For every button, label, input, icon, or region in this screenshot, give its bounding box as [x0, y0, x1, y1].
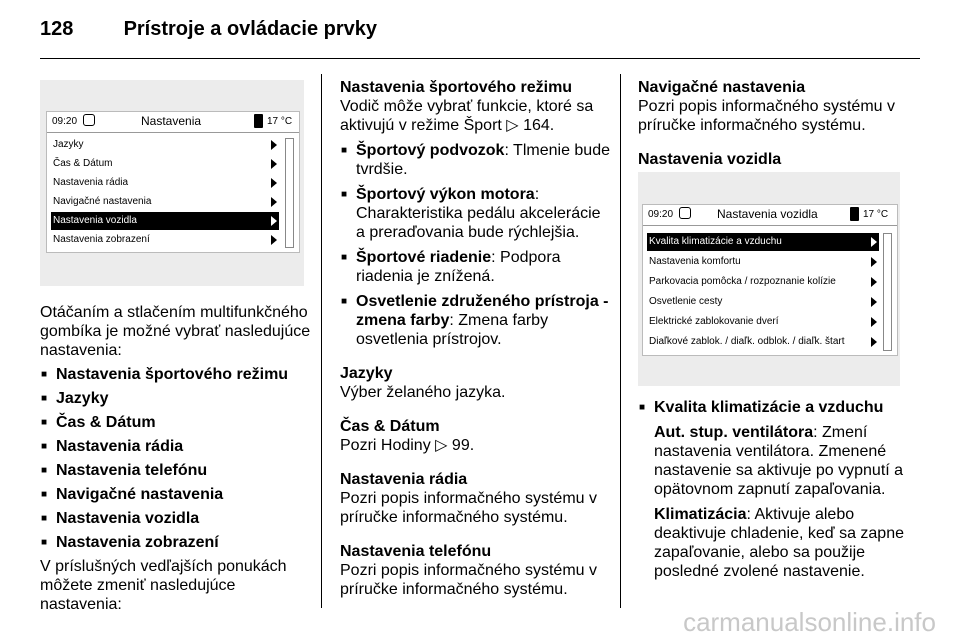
screen-title: Nastavenia vozidla [717, 207, 818, 221]
column-divider [321, 74, 322, 608]
section-heading: Jazyky [340, 365, 393, 382]
chevron-right-icon [871, 337, 877, 347]
display-screen [642, 204, 898, 356]
list-item: ■ Kvalita klimatizácie a vzduchu [638, 398, 913, 417]
section-text: Pozri popis informačného systému v príručke informačného systému. [340, 490, 597, 526]
temperature: 17 °C [863, 209, 889, 220]
clock-time: 09:20 [648, 209, 674, 220]
list-item: ■ Navigačné nastavenia [40, 485, 315, 504]
phone-icon [254, 114, 263, 128]
page-number: 128 [40, 18, 74, 40]
sub-item: Aut. stup. ventilátora: Zmení nastavenia ventilátora. Zmenené nastavenie sa aktivuje po vypnutí a opätovnom zapnutí zapaľovania. [654, 424, 904, 498]
menu-item[interactable]: Elektrické zablokovanie dverí [647, 313, 879, 331]
menu-item-selected[interactable]: Kvalita klimatizácie a vzduchu [647, 233, 879, 251]
menu-item-selected[interactable]: Nastavenia vozidla [51, 212, 279, 230]
section-text: Pozri Hodiny ▷ 99. [340, 437, 475, 454]
sub-item: Klimatizácia: Aktivuje alebo deaktivuje chladenie, keď sa zapne zapaľovanie, alebo sa použije posledné zvolené nastavenie. [654, 506, 904, 580]
chevron-right-icon [871, 237, 877, 247]
column-3-list [638, 398, 913, 581]
phone-icon [850, 207, 859, 221]
menu-item[interactable]: Parkovacia pomôcka / rozpoznanie kolízie [647, 273, 879, 291]
watermark: carmanualsonline.info [683, 607, 936, 637]
menu-item[interactable]: Čas & Dátum [51, 155, 279, 173]
chevron-right-icon [871, 297, 877, 307]
list-item: ■ Nastavenia vozidla [40, 509, 315, 528]
scrollbar[interactable] [883, 233, 892, 351]
section-heading: Nastavenia vozidla [638, 151, 782, 168]
screen-title: Nastavenia [141, 114, 202, 128]
chevron-right-icon [871, 257, 877, 267]
column-divider [620, 74, 621, 608]
column-2 [340, 78, 610, 599]
section-heading: Navigačné nastavenia [638, 79, 806, 96]
section-text: Pozri popis informačného systému v príručke informačného systému. [638, 98, 895, 134]
chevron-right-icon [871, 277, 877, 287]
page-header [40, 18, 377, 41]
chevron-right-icon [271, 159, 277, 169]
section-text: Pozri popis informačného systému v príručke informačného systému. [340, 562, 597, 598]
column-1 [40, 303, 315, 614]
list-item: ■ Športový podvozok: Tlmenie bude tvrdšie. [340, 141, 610, 179]
chevron-right-icon [271, 216, 277, 226]
chevron-right-icon [871, 317, 877, 327]
column-3 [638, 78, 913, 169]
menu-item[interactable]: Nastavenia zobrazení [51, 231, 279, 249]
screen-figure-vehicle [638, 172, 900, 386]
page-title: Prístroje a ovládacie prvky [123, 18, 378, 40]
list-item: ■ Osvetlenie združeného prístroja - zmena farby: Zmena farby osvetlenia prístrojov. [340, 292, 610, 349]
menu-item[interactable]: Nastavenia rádia [51, 174, 279, 192]
menu-item[interactable]: Diaľkové zablok. / diaľk. odblok. / diaľk. štart [647, 333, 879, 351]
list-item: ■ Jazyky [40, 389, 315, 408]
section-heading: Nastavenia športového režimu [340, 79, 573, 96]
menu-item[interactable]: Jazyky [51, 136, 279, 154]
list-item: ■ Nastavenia telefónu [40, 461, 315, 480]
chevron-right-icon [271, 197, 277, 207]
menu-item[interactable]: Osvetlenie cesty [647, 293, 879, 311]
intro-text: Otáčaním a stlačením multifunkčného gombíka je možné vybrať nasledujúce nastavenia: [40, 304, 311, 359]
list-item: ■ Čas & Dátum [40, 413, 315, 432]
scrollbar[interactable] [285, 138, 294, 248]
section-heading: Nastavenia rádia [340, 471, 468, 488]
temperature: 17 °C [267, 116, 293, 127]
status-bar [47, 112, 299, 133]
status-bar [643, 205, 897, 226]
clock-icon [679, 207, 691, 219]
section-text: Vodič môže vybrať funkcie, ktoré sa aktivujú v režime Šport ▷ 164. [340, 98, 594, 134]
list-item: ■ Športové riadenie: Podpora riadenia je znížená. [340, 248, 610, 286]
chevron-right-icon [271, 178, 277, 188]
display-screen [46, 111, 300, 253]
menu-item[interactable]: Nastavenia komfortu [647, 253, 879, 271]
list-item: ■ Športový výkon motora: Charakteristika pedálu akcelerácie a preraďovania bude rýchlejšia. [340, 185, 610, 242]
chevron-right-icon [271, 140, 277, 150]
chevron-right-icon [271, 235, 277, 245]
list-item: ■ Nastavenia športového režimu [40, 365, 315, 384]
page-ref-icon: ▷ [506, 117, 519, 134]
outro-text: V príslušných vedľajších ponukách môžete zmeniť nasledujúce nastavenia: [40, 558, 287, 613]
list-item: ■ Nastavenia zobrazení [40, 533, 315, 552]
menu-item[interactable]: Navigačné nastavenia [51, 193, 279, 211]
section-heading: Čas & Dátum [340, 418, 440, 435]
section-text: Výber želaného jazyka. [340, 384, 506, 401]
page-ref[interactable]: 164. [523, 117, 555, 134]
header-rule [40, 58, 920, 59]
page-ref-icon: ▷ [435, 437, 448, 454]
screen-figure-settings [40, 80, 304, 286]
clock-icon [83, 114, 95, 126]
list-item: ■ Nastavenia rádia [40, 437, 315, 456]
page-ref[interactable]: 99. [451, 437, 475, 454]
section-heading: Nastavenia telefónu [340, 543, 492, 560]
clock-time: 09:20 [52, 116, 78, 127]
